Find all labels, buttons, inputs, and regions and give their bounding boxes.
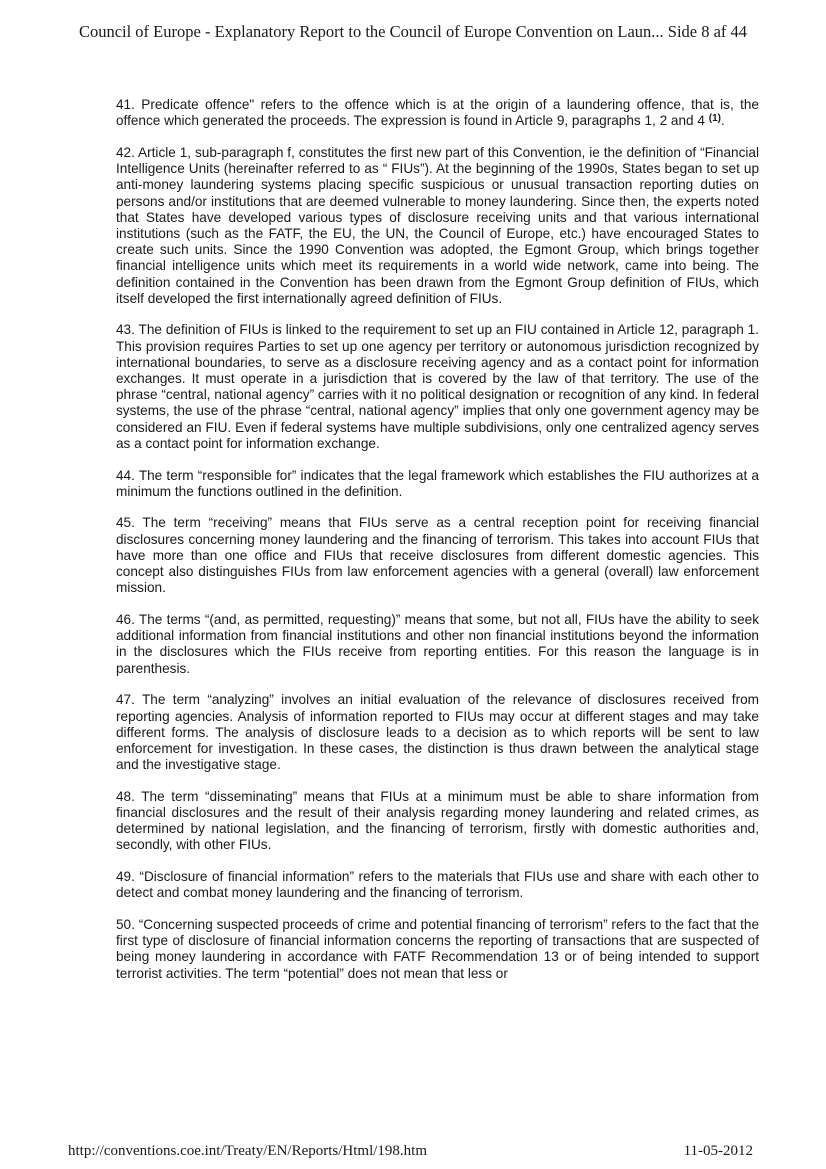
footer-date: 11-05-2012 [683,1143,753,1159]
page-header-title: Council of Europe - Explanatory Report to the Council of Europe Convention on Laun... Side 8 af 44 [78,22,748,41]
paragraph-41 [116,97,759,129]
paragraph-49: 49. “Disclosure of financial information” refers to the materials that FIUs use and share with each other to detect and combat money laundering and the financing of terrorism. [116,869,759,901]
paragraph-41-text: 41. Predicate offence" refers to the offence which is at the origin of a laundering offence, that is, the offence which generated the proceeds. The expression is found in Article 9, paragraphs 1, 2 and 4 [116,97,759,129]
paragraph-46: 46. The terms “(and, as permitted, requesting)” means that some, but not all, FIUs have the ability to seek additional information from financial institutions and other non financial institutions beyond the information in the disclosures which the FIUs receive from reporting entities. For this reason the language is in parenthesis. [116,611,759,676]
paragraph-41-end: . [720,113,725,129]
paragraph-43: 43. The definition of FIUs is linked to the requirement to set up an FIU contained in Article 12, paragraph 1. This provision requires Parties to set up one agency per territory or autonomous jurisdiction recognized by international boundaries, to serve as a disclosure receiving agency and as a contact point for information exchanges. It must operate in a jurisdiction that is covered by the law of that territory. The use of the phrase “central, national agency” carries with it no political designation or recognition of any kind. In federal systems, the use of the phrase “central, national agency” implies that only one government agency may be considered an FIU. Even if federal systems have multiple subdivisions, only one centralized agency serves as a contact point for information exchange. [116,322,759,451]
paragraph-48: 48. The term “disseminating” means that FIUs at a minimum must be able to share information from financial disclosures and the result of their analysis regarding money laundering and related crimes, as determined by national legislation, and the financing of terrorism, firstly with domestic authorities and, secondly, with other FIUs. [116,788,759,853]
footer-url-link[interactable]: http://conventions.coe.int/Treaty/EN/Reports/Html/198.htm [68,1143,428,1159]
report-body [116,97,759,997]
paragraph-47: 47. The term “analyzing” involves an initial evaluation of the relevance of disclosures received from reporting agencies. Analysis of information reported to FIUs may occur at different stages and may take different forms. The analysis of disclosure leads to a decision as to which reports will be sent to law enforcement for investigation. In these cases, the distinction is thus drawn between the analytical stage and the investigative stage. [116,692,759,773]
footnote-reference[interactable]: (1) [708,113,721,125]
paragraph-44: 44. The term “responsible for” indicates that the legal framework which establishes the FIU authorizes at a minimum the functions outlined in the definition. [116,467,759,499]
paragraph-50: 50. “Concerning suspected proceeds of crime and potential financing of terrorism” refers to the fact that the first type of disclosure of financial information concerns the reporting of transactions that are suspected of being money laundering in accordance with FATF Recommendation 13 or of being intended to support terrorist activities. The term “potential” does not mean that less or [116,917,759,981]
paragraph-45: 45. The term “receiving” means that FIUs serve as a central reception point for receiving financial disclosures concerning money laundering and the financing of terrorism. This takes into account FIUs that have more than one office and FIUs that receive disclosures from different domestic agencies. This concept also distinguishes FIUs from law enforcement agencies with a general (overall) law enforcement mission. [116,515,759,596]
paragraph-42: 42. Article 1, sub-paragraph f, constitutes the first new part of this Convention, ie the definition of “Financial Intelligence Units (hereinafter referred to as “ FIUs”). At the beginning of the 1990s, States began to set up anti-money laundering systems placing specific suspicious or unusual transaction reporting duties on persons and/or institutions that are deemed vulnerable to money laundering. Since then, the experts noted that States have developed various types of disclosure receiving units and that various international institutions (such as the FATF, the EU, the UN, the Council of Europe, etc.) have encouraged States to create such units. Since the 1990 Convention was adopted, the Egmont Group, which brings together financial intelligence units which meet its requirements in a world wide network, came into being. The definition contained in the Convention has been drawn from the Egmont Group definition of FIUs, which itself developed the first internationally agreed definition of FIUs. [116,144,759,306]
